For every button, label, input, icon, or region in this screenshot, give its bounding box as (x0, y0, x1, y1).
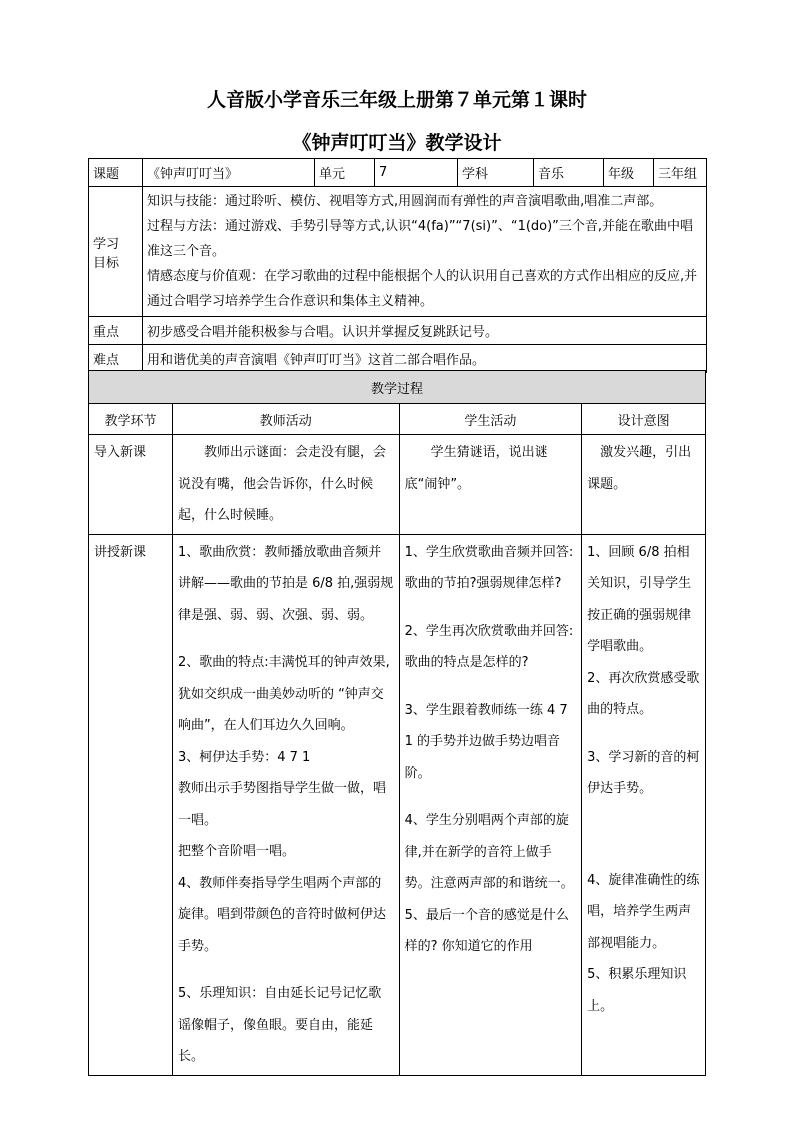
student-new (399, 534, 582, 1075)
col-teacher: 教师活动 (172, 404, 399, 435)
keti-value: 《钟声叮叮当》 (143, 159, 315, 187)
intent-intro (582, 435, 706, 535)
teacher-step-3b: 教师出示手势图指导学生做一做，唱一唱。 (177, 781, 386, 828)
intent-intro-text: 激发兴趣，引出课题。 (587, 445, 692, 492)
intent-step-3: 3、学习新的音的柯伊达手势。 (587, 749, 700, 796)
teacher-step-3a: 3、柯伊达手势：4 7 1 (177, 749, 311, 765)
student-step-5: 5、最后一个音的感觉是什么样的? 你知道它的作用 (404, 907, 569, 954)
page-subtitle: 《钟声叮叮当》教学设计 (292, 132, 502, 154)
nianji-label: 年级 (604, 159, 654, 187)
intent-step-5: 5、积累乐理知识上。 (587, 967, 687, 1014)
process-header: 教学过程 (89, 371, 706, 404)
zhongdian-value: 初步感受合唱并能积极参与合唱。认识并掌握反复跳跃记号。 (143, 317, 707, 345)
goal-knowledge: 知识与技能：通过聆听、模仿、视唱等方式,用圆润而有弹性的声音演唱歌曲,唱准二声部。 (147, 194, 663, 209)
nianji-value: 三年组 (654, 159, 707, 187)
student-step-3: 3、学生跟着教师练一练 4 7 1 的手势并边做手势边唱音阶。 (404, 702, 568, 781)
teacher-step-4: 4、教师伴奏指导学生唱两个声部的旋律。唱到带颜色的音符时做柯伊达手势。 (177, 875, 386, 954)
teacher-new (172, 534, 399, 1075)
col-intent: 设计意图 (582, 404, 706, 435)
intent-step-4: 4、旋律准确性的练唱，培养学生两声部视唱能力。 (587, 872, 700, 951)
stage-new: 讲授新课 (89, 534, 173, 1075)
goal-process: 过程与方法：通过游戏、手势引导等方式,认识“4(fa)”“7(si)”、“1(do)”三个音,并能在歌曲中唱准这三个音。 (147, 219, 694, 259)
danyuan-value: 7 (375, 159, 458, 187)
student-intro-text: 学生猜谜语，说出谜底“闹钟”。 (404, 445, 548, 492)
mubiao-label (89, 187, 143, 317)
page-title: 人音版小学音乐三年级上册第７单元第１课时 (206, 89, 587, 111)
intent-step-2: 2、再次欣赏感受歌曲的特点。 (587, 670, 700, 717)
col-student: 学生活动 (399, 404, 582, 435)
teacher-step-3c: 把整个音阶唱一唱。 (177, 844, 295, 859)
teacher-intro (172, 435, 399, 535)
mubiao-label-line2: 目标 (93, 255, 120, 271)
goal-attitude: 情感态度与价值观：在学习歌曲的过程中能根据个人的认识用自己喜欢的方式作出相应的反应,并通过合唱学习培养学生合作意识和集体主义精神。 (147, 269, 698, 309)
process-table (88, 370, 706, 1076)
intent-step-1: 1、回顾 6/8 拍相关知识，引导学生按正确的强弱规律学唱歌曲。 (587, 544, 692, 654)
teacher-step-2: 2、歌曲的特点:丰满悦耳的钟声效果,犹如交织成一曲美妙动听的 “钟声交响曲”，在人们耳边久久回响。 (177, 655, 390, 733)
teacher-intro-text: 教师出示谜面：会走没有腿，会说没有嘴，他会告诉你，什么时候起，什么时候睡。 (177, 445, 386, 523)
xueke-label: 学科 (458, 159, 534, 187)
student-step-1: 1、学生欣赏歌曲音频并回答:歌曲的节拍?强弱规律怎样? (404, 544, 574, 591)
keti-label: 课题 (89, 159, 143, 187)
student-step-2: 2、学生再次欣赏歌曲并回答:歌曲的特点是怎样的? (404, 623, 574, 670)
mubiao-label-line1: 学习 (93, 236, 120, 252)
danyuan-label: 单元 (315, 159, 375, 187)
student-intro (399, 435, 582, 535)
info-table (88, 158, 707, 373)
teacher-step-1: 1、歌曲欣赏：教师播放歌曲音频并讲解——歌曲的节拍是 6/8 拍,强弱规律是强、弱、弱、次强、弱、弱。 (177, 544, 394, 623)
xueke-value: 音乐 (534, 159, 604, 187)
intent-new (582, 534, 706, 1075)
mubiao-content (143, 187, 707, 317)
col-stage: 教学环节 (89, 404, 173, 435)
zhongdian-label: 重点 (89, 317, 143, 345)
nandian-label: 难点 (89, 345, 143, 373)
teacher-step-5: 5、乐理知识：自由延长记号记忆歌谣像帽子，像鱼眼。要自由，能延长。 (177, 986, 382, 1064)
student-step-4: 4、学生分别唱两个声部的旋律,并在新学的音符上做手势。注意两声部的和谐统一。 (404, 813, 574, 891)
stage-intro: 导入新课 (89, 435, 173, 535)
nandian-value: 用和谐优美的声音演唱《钟声叮叮当》这首二部合唱作品。 (143, 345, 707, 373)
